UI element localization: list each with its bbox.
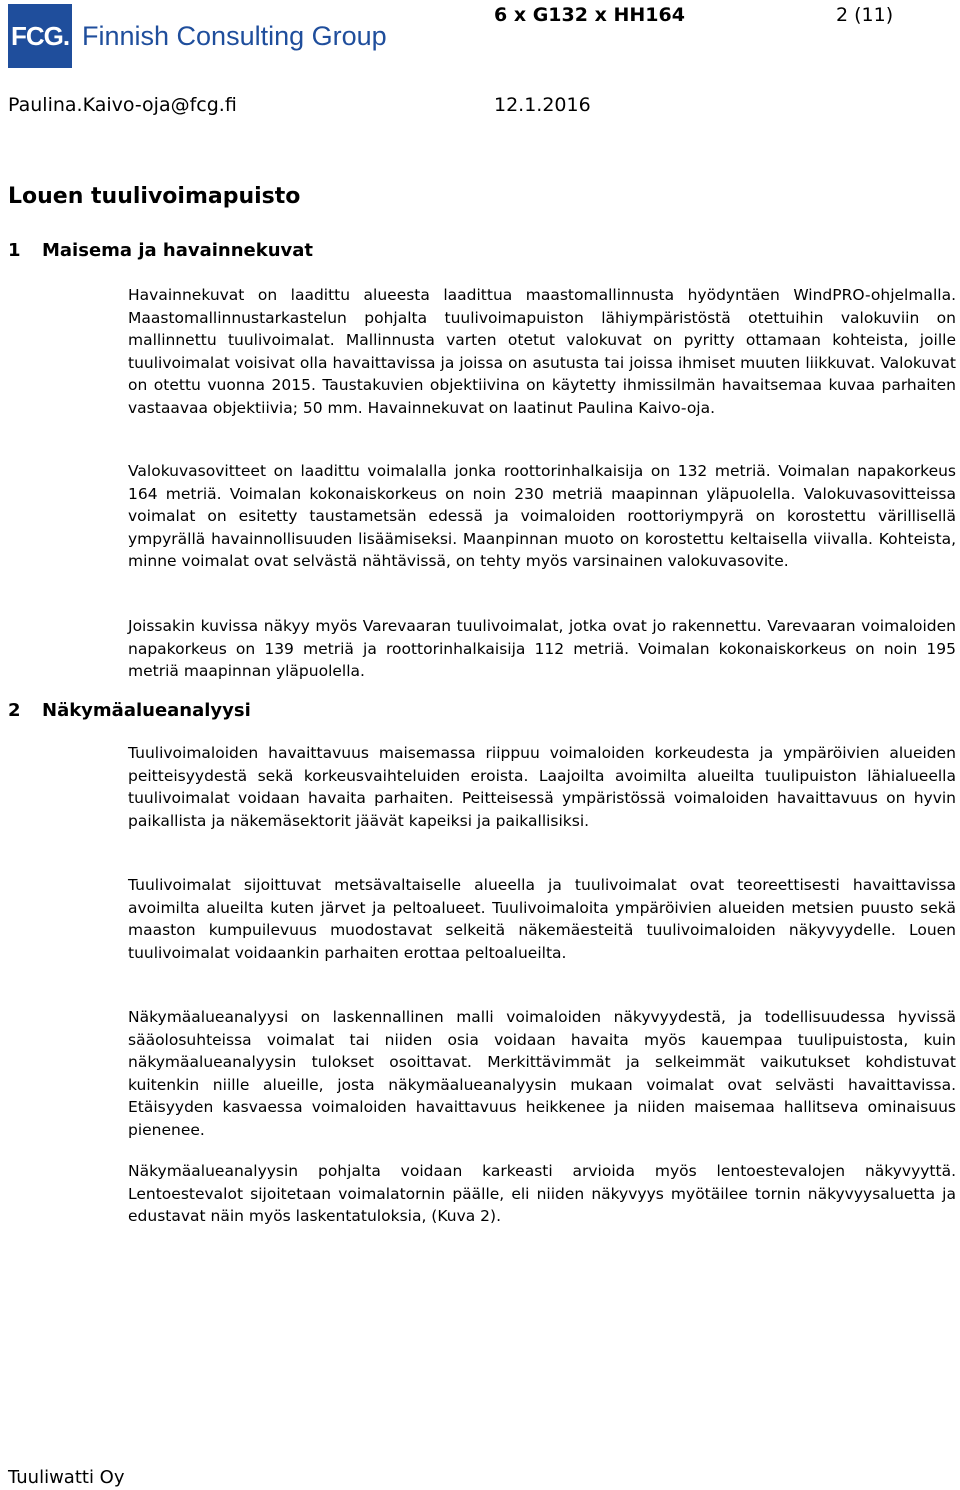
logo-mark-text: FCG. (10, 20, 70, 51)
document-id: 6 x G132 x HH164 (494, 4, 685, 26)
paragraph: Valokuvasovitteet on laadittu voimalalla jonka roottorinhalkaisija on 132 metriä. Voimalan napakorkeus 164 metriä. Voimalan kokonaiskorkeus on noin 230 metriä maapinnan yläpuolella. Valokuvasovitteissa voimalat on esitetty taustametsän edessä ja voimaloiden roottoriympyrä on korostettu värillisellä ympyrällä havainnollisuuden lisäämiseksi. Maanpinnan muoto on korostettu keltaisella viivalla. Kohteista, minne voimalat ovat selvästä nähtävissä, on tehty myös varsinainen valokuvasovite. (128, 462, 956, 570)
section-number: 1 (8, 240, 21, 261)
paragraph: Joissakin kuvissa näkyy myös Varevaaran tuulivoimalat, jotka ovat jo rakennettu. Varevaaran voimaloiden napakorkeus on 139 metriä ja roottorinhalkaisija 112 metriä. Voimalan kokonaiskorkeus on noin 195 metriä maapinnan yläpuolella. (128, 617, 956, 680)
section-heading-1 (8, 240, 313, 261)
paragraph: Havainnekuvat on laadittu alueesta laadittua maastomallinnusta hyödyntäen WindPRO-ohjelmalla. Maastomallinnustarkastelun pohjalta tuulivoimapuiston lähiympäristöstä otettuihin valokuviin on mallinnettu tuulivoimalat. Mallinnusta varten otetut valokuvat on pyritty ottamaan kohteista, joille tuulivoimalat voisivat olla havaittavissa ja joissa on asutusta tai joissa ihmiset muuten liikkuvat. Valokuvat on otettu vuonna 2015. Taustakuvien objektiivina on käytetty ihmissilmän havaitsemaa kuvaa parhaiten vastaavaa objektiivia; 50 mm. Havainnekuvat on laatinut Paulina Kaivo-oja. (128, 286, 956, 417)
footer-company: Tuuliwatti Oy (8, 1467, 125, 1488)
section-title: Maisema ja havainnekuvat (42, 240, 314, 261)
section-number: 2 (8, 700, 21, 721)
company-logo (8, 4, 387, 68)
paragraph: Tuulivoimaloiden havaittavuus maisemassa riippuu voimaloiden korkeudesta ja ympäröivien alueiden peitteisyydestä sekä korkeusvaihteluiden eroista. Laajoilta avoimilta alueilta tuulipuiston lähialueella tuulivoimalat voidaan havaita parhaiten. Peitteisessä ympäristössä voimaloiden havaittavuus on hyvin paikallista ja näkemäsektorit jäävät kapeiksi ja paikallisiksi. (128, 744, 956, 830)
page-number: 2 (11) (836, 4, 894, 26)
logo-wordmark: Finnish Consulting Group (82, 20, 387, 51)
document-date: 12.1.2016 (494, 94, 591, 116)
paragraph: Näkymäalueanalyysin pohjalta voidaan karkeasti arvioida myös lentoestevalojen näkyvyyttä. Lentoestevalot sijoitetaan voimalatornin päälle, eli niiden näkyvyys myötäilee tornin näkyvyysaluetta ja edustavat näin myös laskentatuloksia, (Kuva 2). (128, 1162, 956, 1225)
section-heading-2 (8, 700, 251, 721)
author-email: Paulina.Kaivo-oja@fcg.fi (8, 94, 237, 116)
document-title: Louen tuulivoimapuisto (8, 184, 301, 209)
fcg-logo-mark (8, 4, 72, 68)
paragraph: Tuulivoimalat sijoittuvat metsävaltaiselle alueella ja tuulivoimalat ovat teoreettisesti havaittavissa avoimilta alueilta kuten järvet ja peltoalueet. Tuulivoimaloita ympäröivien alueiden metsien puusto sekä maaston kumpuilevuus muodostavat selkeitä näkemäesteitä tuulivoimaloiden näkyvyydelle. Louen tuulivoimalat voidaankin parhaiten erottaa peltoalueilta. (128, 876, 956, 962)
section-title: Näkymäalueanalyysi (42, 700, 251, 721)
paragraph: Näkymäalueanalyysi on laskennallinen malli voimaloiden näkyvyydestä, ja todellisuudessa hyvissä sääolosuhteissa voimalat tai niiden osia voidaan havaita myös kauempaa tuulipuistosta, kuin näkymäalueanalyysin tulokset osoittavat. Merkittävimmät ja selkeimmät vaikutukset kohdistuvat kuitenkin niille alueille, josta näkymäalueanalyysin mukaan voimalat ovat selvästi havaittavissa. Etäisyyden kasvaessa voimaloiden havaittavuus heikkenee ja niiden maisemaa hallitseva ominaisuus pienenee. (128, 1008, 956, 1139)
